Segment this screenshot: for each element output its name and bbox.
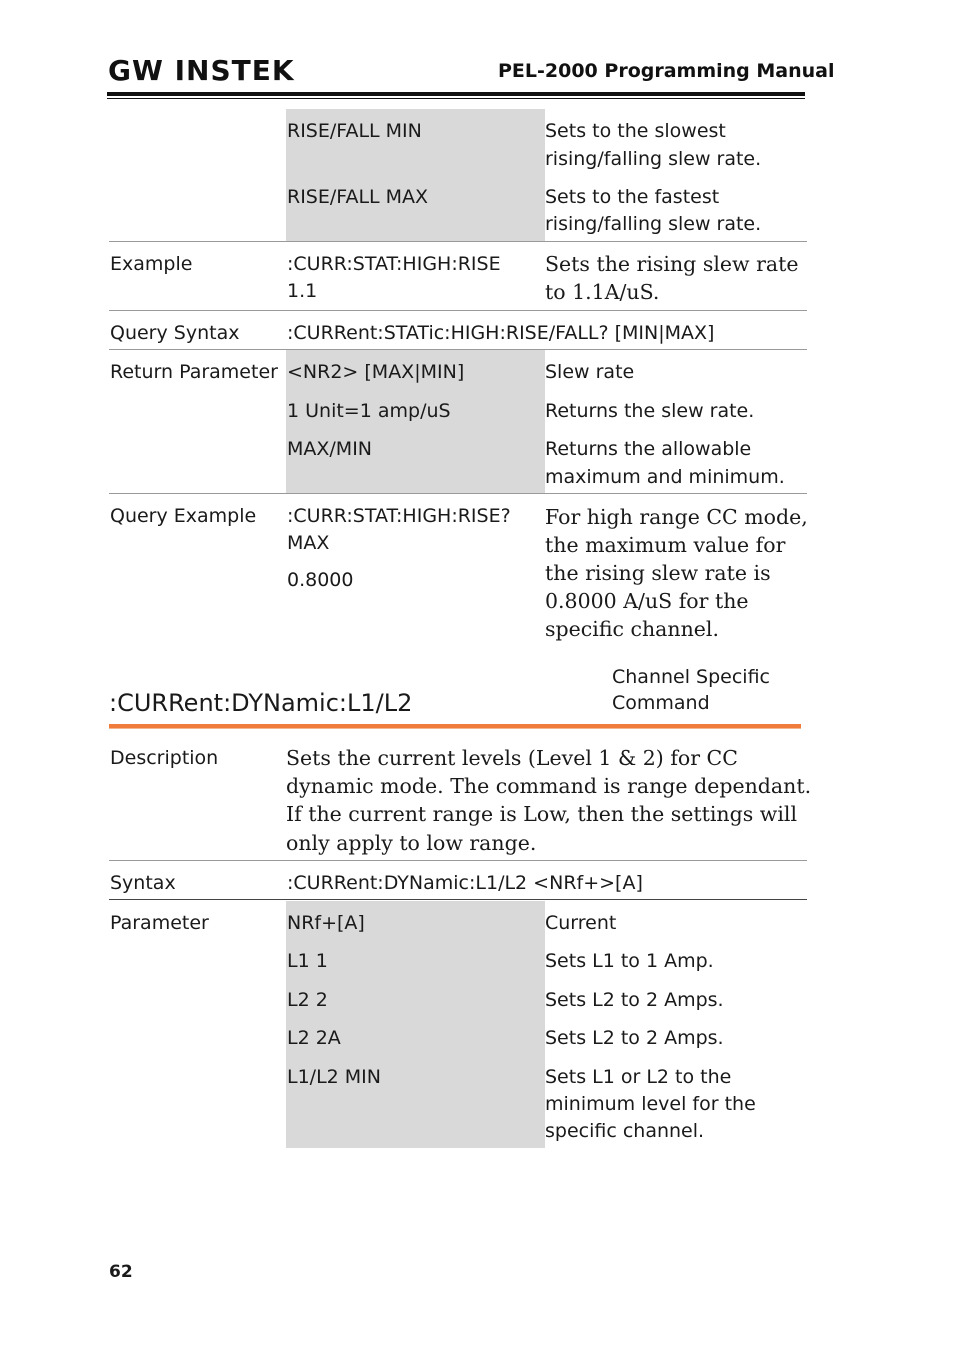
row-label-syntax: Syntax [110,872,176,894]
return-param-cell: MAX/MIN [287,438,373,460]
channel-tag: Command [612,692,710,714]
param-desc: rising/falling slew rate. [545,213,762,235]
return-param-desc: Returns the allowable [545,438,752,460]
description-text: dynamic mode. The command is range dependant. [286,774,812,798]
return-param-cell: <NR2> [MAX|MIN] [287,361,465,383]
return-param-cell: 1 Unit=1 amp/uS [287,400,451,422]
example-command: 1.1 [287,280,318,302]
table-divider [109,860,807,861]
table-divider [109,241,807,242]
row-label-query-example: Query Example [110,505,257,527]
return-param-desc: Slew rate [545,361,635,383]
parameter-desc: minimum level for the [545,1093,756,1115]
query-example-desc: For high range CC mode, [545,505,808,529]
parameter-cell: L1 1 [287,950,328,972]
description-text: Sets the current levels (Level 1 & 2) for CC [286,746,738,770]
section-rule-shadow [109,728,801,729]
example-desc: Sets the rising slew rate [545,252,799,276]
parameter-cell: L1/L2 MIN [287,1066,381,1088]
table-divider [109,899,807,900]
return-param-desc: Returns the slew rate. [545,400,755,422]
parameter-desc: Sets L2 to 2 Amps. [545,989,724,1011]
row-label-return-parameter: Return Parameter [110,361,278,383]
section-title: :CURRent:DYNamic:L1/L2 [109,689,413,717]
row-label-description: Description [110,747,219,769]
query-example-response: 0.8000 [287,569,354,591]
parameter-desc: Sets L2 to 2 Amps. [545,1027,724,1049]
query-example-command: :CURR:STAT:HIGH:RISE? [287,505,511,527]
syntax-value: :CURRent:DYNamic:L1/L2 <NRf+>[A] [287,872,643,894]
param-desc: Sets to the fastest [545,186,720,208]
page-number: 62 [109,1262,133,1282]
description-text: only apply to low range. [286,831,537,855]
query-example-desc: the rising slew rate is [545,561,771,585]
query-example-desc: the maximum value for [545,533,786,557]
query-example-desc: specific channel. [545,617,719,641]
parameter-desc: Sets L1 or L2 to the [545,1066,732,1088]
manual-title: PEL-2000 Programming Manual [498,60,835,82]
parameter-cell: L2 2 [287,989,328,1011]
parameter-cell: L2 2A [287,1027,341,1049]
param-cell: RISE/FALL MIN [287,120,422,142]
query-example-desc: 0.8000 A/uS for the [545,589,749,613]
parameter-desc: Current [545,912,617,934]
header-rule-thin [107,98,805,99]
parameter-cell: NRf+[A] [287,912,365,934]
table-divider [109,493,807,494]
row-label-query-syntax: Query Syntax [110,322,240,344]
description-text: If the current range is Low, then the settings will [286,802,797,826]
query-syntax-value: :CURRent:STATic:HIGH:RISE/FALL? [MIN|MAX] [287,322,715,344]
channel-tag: Channel Specific [612,666,770,688]
return-param-desc: maximum and minimum. [545,466,785,488]
example-command: :CURR:STAT:HIGH:RISE [287,253,501,275]
param-desc: Sets to the slowest [545,120,726,142]
param-desc: rising/falling slew rate. [545,148,762,170]
example-desc: to 1.1A/uS. [545,280,660,304]
row-label-example: Example [110,253,193,275]
parameter-desc: specific channel. [545,1120,705,1142]
query-example-command: MAX [287,532,330,554]
param-cell: RISE/FALL MAX [287,186,429,208]
parameter-desc: Sets L1 to 1 Amp. [545,950,714,972]
brand-logo: GW INSTEK [108,54,295,87]
header-rule [107,92,805,96]
table-divider [109,310,807,311]
row-label-parameter: Parameter [110,912,209,934]
